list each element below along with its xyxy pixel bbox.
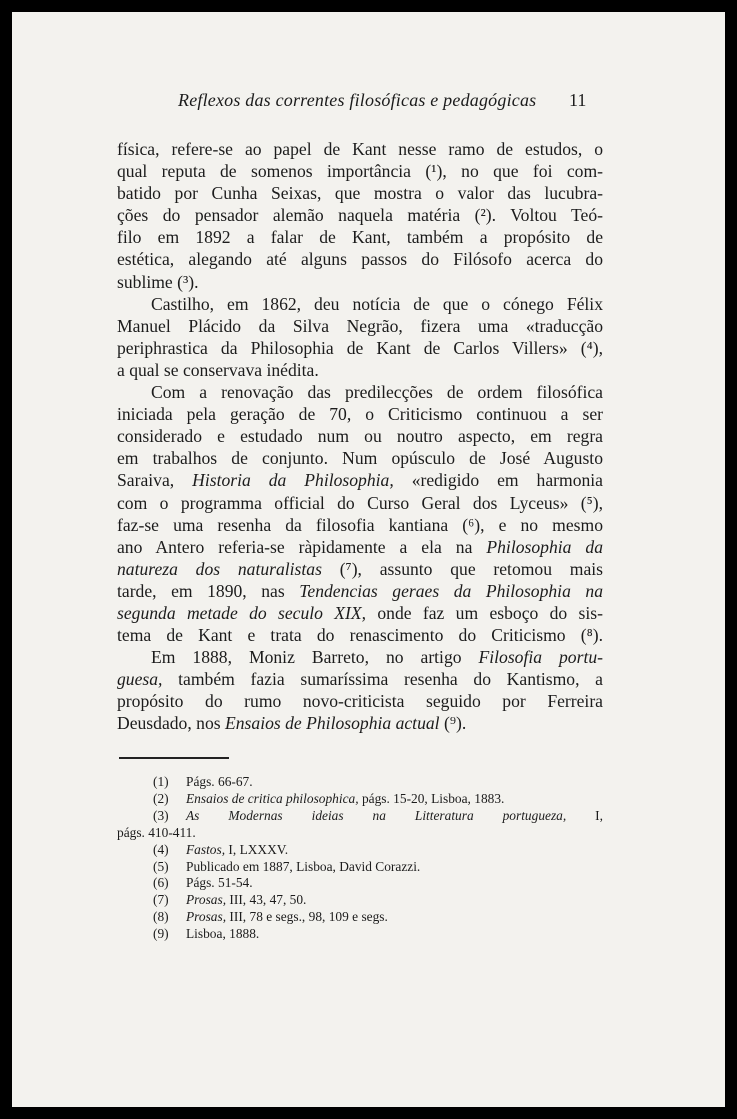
text-fragment: (⁹). [443, 713, 467, 734]
footnote-title: Ensaios de critica philosophica, [186, 790, 359, 806]
text-fragment: ano Antero referia-se ràpidamente a ela na [117, 536, 473, 557]
book-title: Ensaios de Philosophia actual [225, 713, 440, 734]
footnote-title: Fastos, [186, 841, 226, 857]
text-line [117, 602, 603, 624]
book-page [12, 12, 725, 1107]
page-header [12, 90, 725, 116]
text-line: Com a renovação das predilecções de ordem filosófica [151, 382, 603, 403]
text-line: periphrastica da Philosophia de Kant de Carlos Villers» (⁴), [117, 337, 603, 358]
text-line: faz-se uma resenha da filosofia kantiana (⁶), e no mesmo [117, 514, 603, 535]
footnote-number: (2) [153, 790, 169, 806]
footnote-text: págs. 15-20, Lisboa, 1883. [361, 790, 505, 806]
text-fragment: Deusdado, nos [117, 713, 221, 734]
footnote [117, 875, 603, 892]
footnote [117, 774, 603, 791]
text-line: ções do pensador alemão naquela matéria (²). Voltou Teó- [117, 205, 603, 226]
book-title: Philosophia da [486, 536, 603, 557]
text-line [117, 712, 603, 734]
footnote-number: (4) [153, 841, 169, 857]
footnote-title: As Modernas ideias na Litteratura portugueza, [186, 807, 567, 823]
text-line [117, 536, 603, 558]
footnote-text: Págs. 51-54. [186, 875, 253, 891]
text-fragment: onde faz um esboço do sis- [377, 602, 603, 623]
footnote [117, 791, 603, 808]
footnote [117, 825, 603, 842]
text-line: em trabalhos de conjunto. Num opúsculo de José Augusto [117, 448, 603, 469]
text-line: a qual se conservava inédita. [117, 359, 319, 380]
text-line: Manuel Plácido da Silva Negrão, fizera uma «traducção [117, 315, 603, 336]
footnote-text: Publicado em 1887, Lisboa, David Corazzi. [186, 858, 421, 874]
footnote-text: III, 43, 47, 50. [229, 892, 307, 908]
text-line: batido por Cunha Seixas, que mostra o valor das lucubra- [117, 183, 603, 204]
text-line: estética, alegando até alguns passos do Filósofo acerca do [117, 249, 603, 270]
text-line [117, 558, 603, 580]
text-line [117, 580, 603, 602]
book-title: Tendencias geraes da Philosophia na [299, 580, 603, 601]
footnote-number: (7) [153, 892, 169, 908]
book-title: natureza dos naturalistas [117, 558, 322, 579]
text-line: qual reputa de somenos importância (¹), no que foi com- [117, 161, 603, 182]
text-fragment: «redigido em harmonia [411, 470, 603, 491]
footnotes [117, 774, 603, 943]
book-title: Historia da Philosophia, [192, 470, 394, 491]
text-line: filo em 1892 a falar de Kant, também a propósito de [117, 227, 603, 248]
text-line: física, refere-se ao papel de Kant nesse ramo de estudos, o [117, 139, 603, 159]
text-fragment: também fazia sumaríssima resenha do Kantismo, a [178, 669, 603, 690]
footnote [117, 909, 603, 926]
page-number: 11 [569, 90, 587, 110]
text-line: considerado e estudado num ou noutro aspecto, em regra [117, 426, 603, 447]
text-line: Castilho, em 1862, deu notícia de que o cónego Félix [151, 293, 603, 314]
footnote-text: I, [595, 807, 603, 823]
footnote-number: (6) [153, 875, 169, 891]
text-line: iniciada pela geração de 70, o Criticismo continuou a ser [117, 404, 603, 425]
footnote-number: (3) [153, 807, 169, 823]
footnote-text: Lisboa, 1888. [186, 926, 260, 942]
running-title: Reflexos das correntes filosóficas e pedagógicas [178, 90, 537, 110]
text-line [117, 668, 603, 690]
text-line: propósito do rumo novo-criticista seguido por Ferreira [117, 691, 603, 712]
footnote-number: (5) [153, 858, 169, 874]
text-line: sublime (³). [117, 271, 199, 292]
book-title: segunda metade do seculo XIX, [117, 602, 367, 623]
book-title: guesa, [117, 669, 163, 690]
text-fragment: (⁷), assunto que retomou mais [339, 558, 603, 579]
footnote [117, 859, 603, 876]
text-fragment: tarde, em 1890, nas [117, 580, 285, 601]
text-line [117, 646, 603, 668]
footnote-title: Prosas, [186, 909, 227, 925]
footnote-text: III, 78 e segs., 98, 109 e segs. [229, 909, 388, 925]
text-fragment: Saraiva, [117, 470, 175, 491]
footnote-text: págs. 410-411. [117, 824, 196, 840]
text-line: com o programma official do Curso Geral dos Lyceus» (⁵), [117, 492, 603, 513]
footnote-title: Prosas, [186, 892, 227, 908]
footnote-text: I, LXXXV. [228, 841, 289, 857]
footnote [117, 808, 603, 825]
footnote-text: Págs. 66-67. [186, 774, 253, 789]
footnote-number: (9) [153, 926, 169, 942]
text-line: tema de Kant e trata do renascimento do Criticismo (⁸). [117, 625, 603, 646]
main-text [117, 138, 603, 735]
book-title: Filosofia portu- [478, 647, 603, 668]
footnote [117, 892, 603, 909]
footnote-divider [119, 757, 229, 759]
footnote-number: (1) [153, 774, 169, 789]
footnote [117, 842, 603, 859]
footnote-number: (8) [153, 909, 169, 925]
text-fragment: Em 1888, Moniz Barreto, no artigo [151, 647, 462, 668]
text-line [117, 469, 603, 491]
footnote [117, 926, 603, 943]
